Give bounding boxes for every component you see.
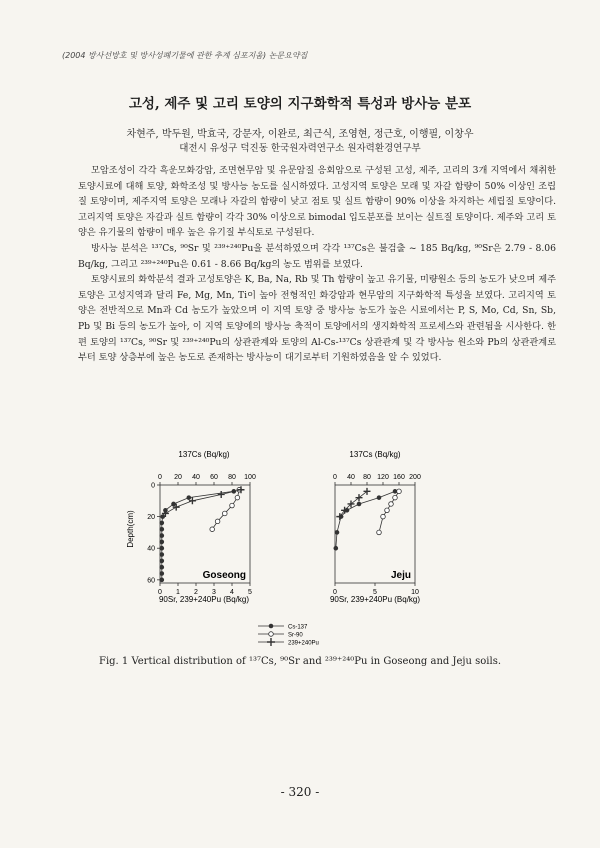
legend-open-circle-icon — [269, 632, 274, 637]
jeju-cs-137-point — [335, 530, 340, 535]
goseong-bottom-tick-label: 4 — [230, 589, 234, 596]
jeju-sr-90-point — [393, 495, 398, 500]
goseong-cs-137-point — [160, 527, 165, 532]
jeju-cs-137-point — [357, 502, 362, 507]
goseong-cs-137-point — [160, 540, 165, 545]
goseong-top-axis-label: 137Cs (Bq/kg) — [178, 450, 230, 459]
jeju-top-ticks — [333, 474, 421, 485]
goseong-series — [160, 486, 245, 582]
jeju-plot-frame — [335, 485, 415, 583]
goseong-sr-90-point — [215, 519, 220, 524]
running-header: (2004 방사선방호 및 방사성폐기물에 관한 추계 심포지움) 논문요약집 — [62, 51, 308, 60]
goseong-y-tick-label: 20 — [147, 514, 155, 522]
abstract-body — [78, 163, 556, 366]
legend-filled-circle-icon — [269, 624, 274, 629]
jeju-bottom-tick-label: 5 — [373, 589, 377, 596]
goseong-cs-137-point — [171, 502, 176, 507]
goseong-cs-137-point — [160, 578, 165, 583]
goseong-cs-137-point — [160, 546, 165, 551]
jeju-bottom-tick-label: 10 — [411, 589, 419, 596]
goseong-cs-137-point — [187, 495, 192, 500]
jeju-bottom-tick-label: 0 — [333, 589, 337, 596]
goseong-sr-90-point — [210, 527, 215, 532]
goseong-sr-90-point — [230, 503, 235, 508]
jeju-top-tick-label: 120 — [377, 474, 389, 481]
goseong-bottom-axis-label: 90Sr, 239+240Pu (Bq/kg) — [158, 595, 250, 604]
page-number: - 320 - — [280, 785, 320, 799]
goseong-top-tick-label: 100 — [244, 474, 256, 481]
goseong-top-tick-label: 60 — [210, 474, 218, 481]
author-list: 차현주, 박두원, 박효국, 강문자, 이완로, 최근식, 조영현, 정근호, 이행필, 이창우 — [126, 129, 474, 140]
paper-title: 고성, 제주 및 고리 토양의 지구화학적 특성과 방사능 분포 — [128, 96, 472, 112]
jeju-panel-title: Jeju — [390, 570, 411, 581]
goseong-sr-90-point — [235, 495, 240, 500]
goseong-cs-137-point — [160, 533, 165, 538]
figure-1 — [0, 445, 600, 655]
jeju-top-tick-label: 200 — [409, 474, 421, 481]
jeju-top-tick-label: 0 — [333, 474, 337, 481]
jeju-239-240pu-point — [356, 494, 363, 501]
jeju-top-tick-label: 80 — [363, 474, 371, 481]
goseong-cs-137-point — [160, 552, 165, 557]
jeju-cs-137-point — [334, 546, 339, 551]
legend-pu239: 239+240Pu — [288, 640, 319, 647]
goseong-y-tick-label: 0 — [151, 482, 155, 490]
jeju-panel — [330, 450, 421, 604]
goseong-top-tick-label: 80 — [228, 474, 236, 481]
goseong-bottom-tick-label: 5 — [248, 589, 252, 596]
jeju-sr-90-point — [397, 489, 402, 494]
goseong-y-axis-label: Depth(cm) — [126, 510, 135, 548]
jeju-top-tick-label: 160 — [393, 474, 405, 481]
goseong-y-ticks — [147, 483, 160, 585]
jeju-sr-90-point — [389, 502, 394, 507]
goseong-top-tick-label: 0 — [158, 474, 162, 481]
goseong-panel — [126, 450, 256, 604]
goseong-cs-137-point — [160, 559, 165, 564]
legend-sr90: Sr-90 — [288, 632, 303, 639]
goseong-top-ticks — [158, 474, 256, 485]
goseong-sr-90-point — [223, 511, 228, 516]
jeju-239-240pu-point — [364, 488, 371, 495]
goseong-bottom-tick-label: 2 — [194, 589, 198, 596]
jeju-top-tick-label: 40 — [347, 474, 355, 481]
goseong-bottom-tick-label: 1 — [176, 589, 180, 596]
goseong-bottom-tick-label: 3 — [212, 589, 216, 596]
jeju-cs-137-line — [336, 491, 395, 548]
paragraph-radioactivity: 방사능 분석은 ¹³⁷Cs, ⁹⁰Sr 및 ²³⁹⁺²⁴⁰Pu을 분석하였으며 각각 ¹³⁷Cs은 불검출 ~ 185 Bq/kg, ⁹⁰Sr은 2.79 - 8.06 Bq/kg, 그리고 ²³⁹⁺²⁴⁰Pu은 0.61 - 8.66 Bq/kg의 농도 범위를 보였다. — [78, 242, 556, 270]
goseong-y-tick-label: 40 — [147, 545, 155, 553]
goseong-cs-137-point — [160, 514, 165, 519]
jeju-top-axis-label: 137Cs (Bq/kg) — [349, 450, 401, 459]
goseong-panel-title: Goseong — [202, 570, 246, 581]
legend-cs137: Cs-137 — [288, 624, 308, 631]
caption-text: Vertical distribution of ¹³⁷Cs, ⁹⁰Sr and ²³⁹⁺²⁴⁰Pu in Goseong and Jeju soils. — [131, 656, 501, 667]
figure-caption — [0, 656, 600, 667]
paragraph-chemistry: 토양시료의 화학분석 결과 고성토양은 K, Ba, Na, Rb 및 Th 함량이 높고 유기물, 미량원소 등의 농도가 낮으며 제주토양은 고성지역과 달리 Fe, Mg, Mn, Ti이 높아 전형적인 화강암과 현무암의 지구화학적 특성을 보였다. 고리지역 토양은 전반적으로 Mn과 Cd 농도가 높았으며 이 지역 토양 중 방사능 농도가 높은 시료에서는 P, S, Mo, Cd, Sn, Sb, Pb 및 Bi 등의 농도가 높아, 이 지역 토양에의 방사능 축적이 토양에서의 생지화학적 프로세스와 관련됨을 시사한다. 한편 토양의 ¹³⁷Cs, ⁹⁰Sr 및 ²³⁹⁺²⁴⁰Pu의 상관관계와 토양의 Al-Cs-¹³⁷Cs 상관관계 및 각 방사능 원소와 Pb의 상관관계로부터 토양 상층부에 높은 농도로 존재하는 방사능이 대기로부터 기원하였음을 알 수 있었다. — [78, 274, 556, 364]
goseong-bottom-tick-label: 0 — [158, 589, 162, 596]
affiliation: 대전시 유성구 덕진동 한국원자력연구소 원자력환경연구부 — [179, 143, 421, 154]
jeju-sr-90-point — [377, 530, 382, 535]
goseong-top-tick-label: 40 — [192, 474, 200, 481]
legend-plus-icon — [267, 638, 275, 646]
jeju-cs-137-point — [377, 495, 382, 500]
goseong-top-tick-label: 20 — [174, 474, 182, 481]
goseong-cs-137-point — [160, 565, 165, 570]
jeju-series — [334, 488, 402, 551]
goseong-cs-137-point — [160, 521, 165, 526]
goseong-239-240pu-point — [218, 491, 225, 498]
jeju-sr-90-point — [381, 514, 386, 519]
figure-legend — [258, 624, 319, 647]
jeju-bottom-axis-label: 90Sr, 239+240Pu (Bq/kg) — [329, 595, 421, 604]
caption-label: Fig. 1 — [99, 656, 129, 667]
goseong-y-tick-label: 60 — [147, 577, 155, 585]
jeju-sr-90-point — [385, 508, 390, 513]
paragraph-composition: 모암조성이 각각 흑운모화강암, 조면현무암 및 유문암질 응회암으로 구성된 고성, 제주, 고리의 3개 지역에서 채취한 토양시료에 대해 토양, 화학조성 및 방사능 농도를 실시하였다. 고성지역 토양은 모래 및 자갈 함량이 50% 이상인 조립질 토양이며, 제주지역 토양은 모래나 자갈의 함량이 낮고 점토 및 실트 함량이 90% 이상을 차지하는 세립질 토양이다. 고리지역 토양은 자갈과 실트 함량이 각각 30% 이상으로 bimodal 입도분포를 보이는 실트질 토양이다. 제주와 고리 토양은 유기물의 함량이 매우 높은 유기질 부식토로 구성된다. — [78, 165, 556, 239]
goseong-cs-137-point — [160, 571, 165, 576]
jeju-239-240pu-point — [336, 513, 343, 520]
